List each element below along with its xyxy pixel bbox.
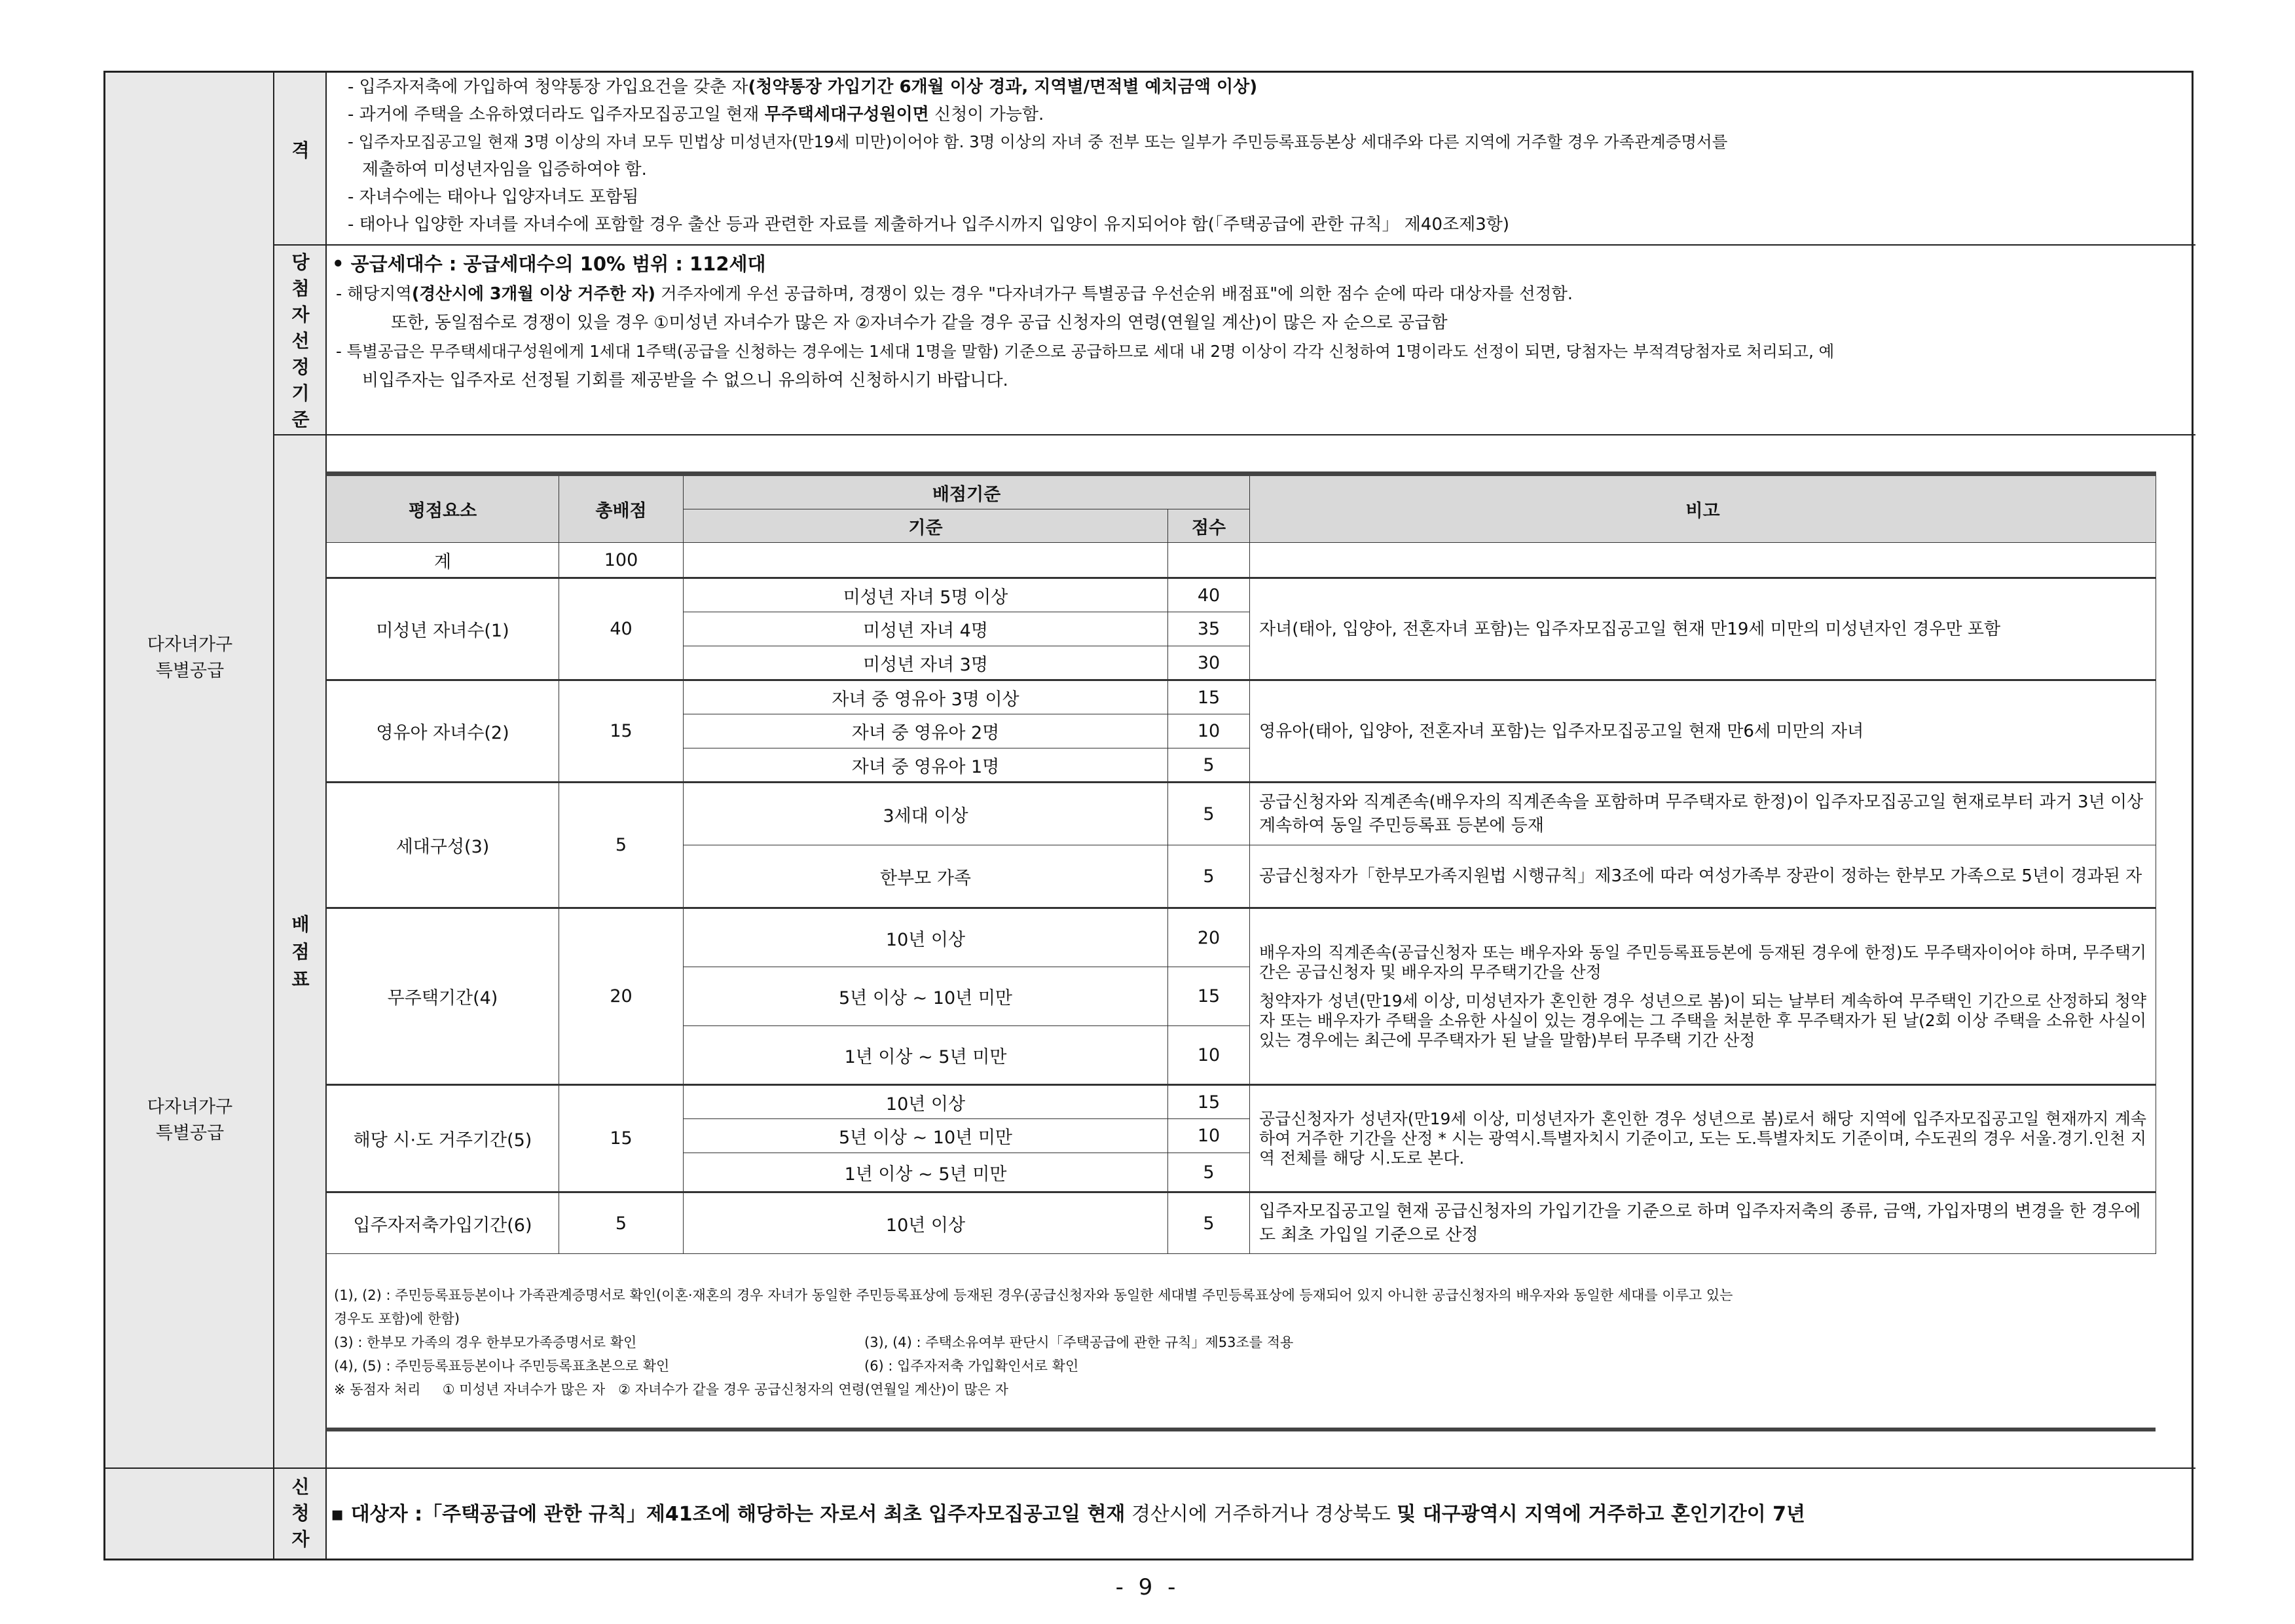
header-points: 점수 bbox=[1168, 509, 1250, 543]
category-label-top: 다자녀가구 특별공급 bbox=[147, 635, 233, 681]
eligibility-line-4: 제출하여 미성년자임을 입증하여야 함. bbox=[362, 160, 647, 179]
table-row: 자녀 중 영유아 2명 10 bbox=[327, 714, 2156, 748]
score-table-label: 배점표 bbox=[291, 913, 310, 990]
eligibility-line-3: - 입주자모집공고일 현재 3명 이상의 자녀 모두 민법상 미성년자(만19세 미만)이어야 함. 3명 이상의 자녀 중 전부 또는 일부가 주민등록표등본상 세대주와 다른 지역에 거주할 경우 가족관계증명서를 bbox=[348, 132, 1728, 151]
eligibility-line-6: - 태아나 입양한 자녀를 자녀수에 포함할 경우 출산 등과 관련한 자료를 제출하거나 입주시까지 입양이 유지되어야 함(「주택공급에 관한 규칙」 제40조제3항) bbox=[348, 215, 1510, 234]
score-table bbox=[326, 471, 2156, 1254]
table-row: 1년 이상 ~ 5년 미만 10 bbox=[327, 1026, 2156, 1085]
separator bbox=[274, 244, 2195, 246]
selection-bullet: • 공급세대수 : 공급세대수의 10% 범위 : 112세대 bbox=[332, 253, 766, 275]
separator bbox=[274, 434, 2195, 435]
selection-line-2: 또한, 동일점수로 경쟁이 있을 경우 ①미성년 자녀수가 많은 자 ②자녀수가 같을 경우 공급 신청자의 연령(연월일 계산)이 많은 자 순으로 공급함 bbox=[391, 313, 1448, 333]
table-row: 입주자저축가입기간(6) 5 10년 이상 5 입주자모집공고일 현재 공급신청자의 가입기간을 기준으로 하며 입주자저축의 종류, 금액, 가입자명의 변경을 한 경우에도 최초 가입일 기준으로 산정 bbox=[327, 1192, 2156, 1254]
page-number: - 9 - bbox=[1115, 1574, 1180, 1600]
header-element: 평점요소 bbox=[327, 474, 559, 543]
eligibility-line-2: - 과거에 주택을 소유하였더라도 입주자모집공고일 현재 무주택세대구성원이면 신청이 가능함. bbox=[348, 105, 1044, 124]
table-row: 1년 이상 ~ 5년 미만 5 bbox=[327, 1153, 2156, 1192]
eligibility-line-5: - 자녀수에는 태아나 입양자녀도 포함됨 bbox=[348, 187, 639, 207]
table-row: 계 100 bbox=[327, 543, 2156, 578]
category-column bbox=[105, 73, 274, 1559]
table-row: 한부모 가족 5 공급신청자가「한부모가족지원법 시행규칙」제3조에 따라 여성가족부 장관이 정하는 한부모 가족으로 5년이 경과된 자 bbox=[327, 845, 2156, 908]
header-basis: 기준 bbox=[684, 509, 1168, 543]
applicant-line: ▪ 대상자 :「주택공급에 관한 규칙」제41조에 해당하는 자로서 최초 입주자모집공고일 현재 경산시에 거주하거나 경상북도 및 대구광역시 지역에 거주하고 혼인기간이 7년 bbox=[331, 1503, 1806, 1526]
table-row: 세대구성(3) 5 3세대 이상 5 공급신청자와 직계존속(배우자의 직계존속을 포함하며 무주택자로 한정)이 입주자모집공고일 현재로부터 과거 3년 이상 계속하여 동일 주민등록표 등본에 등재 bbox=[327, 783, 2156, 845]
homeless-remark: 배우자의 직계존속(공급신청자 또는 배우자와 동일 주민등록표등본에 등재된 경우에 한정)도 무주택자이어야 하며, 무주택기간은 공급신청자 및 배우자의 무주택기간을 산정 청약자가 성년(만19세 이상, 미성년자가 혼인한 경우 성년으로 봄)이 되는 날부터 계속하여 무주택인 기간으로 산정하되 청약자 또는 배우자가 주택을 소유한 사실이 있는 경우에는 그 주택을 처분한 후 무주택자가 된 날(2회 이상 주택을 소유한 사실이 있는 경우에는 최근에 무주택자가 된 날을 말함)부터 무주택 기간 산정 bbox=[1250, 908, 2156, 1085]
eligibility-label: 격 bbox=[291, 139, 310, 161]
header-total: 총배점 bbox=[559, 474, 684, 543]
table-notes: (1), (2) : 주민등록표등본이나 가족관계증명서로 확인(이혼·재혼의 경우 자녀가 동일한 주민등록표상에 등재된 경우(공급신청자와 동일한 세대별 주민등록표상에 등재되어 있지 아니한 공급신청자의 배우자와 동일한 세대를 이루고 있는 경우도 포함)에 한함) (3) : 한부모 가족의 경우 한부모가족증명서로 확인 (3), (4) : 주택소유여부 판단시「주택공급에 관한 규칙」제53조를 적용 (4), (5) : 주민등록표등본이나 주민등록표초본으로 확인 (6) : 입주자저축 가입확인서로 확인 ※ 동점자 처리 ① 미성년 자녀수가 많은 자 ② 자녀수가 같을 경우 공급신청자의 연령(연월일 계산)이 많은 자 bbox=[334, 1287, 1733, 1397]
category-label-bottom: 다자녀가구 특별공급 bbox=[147, 1097, 233, 1143]
selection-criteria-label: 당첨자선정기준 bbox=[291, 251, 310, 430]
table-row: 미성년 자녀 3명 30 bbox=[327, 646, 2156, 680]
table-row: 자녀 중 영유아 1명 5 bbox=[327, 748, 2156, 783]
header-criteria: 배점기준 bbox=[684, 474, 1250, 509]
header-remark: 비고 bbox=[1250, 474, 2156, 543]
table-row: 영유아 자녀수(2) 15 자녀 중 영유아 3명 이상 15 영유아(태아, 입양아, 전혼자녀 포함)는 입주자모집공고일 현재 만6세 미만의 자녀 bbox=[327, 680, 2156, 714]
table-row: 미성년 자녀 4명 35 bbox=[327, 612, 2156, 646]
selection-line-1: - 해당지역(경산시에 3개월 이상 거주한 자) 거주자에게 우선 공급하며, 경쟁이 있는 경우 "다자녀가구 특별공급 우선순위 배점표"에 의한 점수 순에 따라 대상자를 선정함. bbox=[336, 284, 1573, 304]
separator bbox=[105, 1467, 2195, 1469]
eligibility-line-1: - 입주자저축에 가입하여 청약통장 가입요건을 갖춘 자(청약통장 가입기간 6개월 이상 경과, 지역별/면적별 예치금액 이상) bbox=[348, 77, 1258, 97]
table-row: 미성년 자녀수(1) 40 미성년 자녀 5명 이상 40 자녀(태아, 입양아, 전혼자녀 포함)는 입주자모집공고일 현재 만19세 미만의 미성년자인 경우만 포함 bbox=[327, 578, 2156, 612]
table-bottom-bar bbox=[326, 1428, 2156, 1431]
applicant-label: 신청자 bbox=[291, 1476, 310, 1550]
table-row: 5년 이상 ~ 10년 미만 15 bbox=[327, 967, 2156, 1026]
selection-line-3: - 특별공급은 무주택세대구성원에게 1세대 1주택(공급을 신청하는 경우에는 1세대 1명을 말함) 기준으로 공급하므로 세대 내 2명 이상이 각각 신청하여 1명이라도 선정이 되면, 당첨자는 부적격당첨자로 처리되고, 예 bbox=[336, 342, 1835, 361]
table-row: 무주택기간(4) 20 10년 이상 20 배우자의 직계존속(공급신청자 또는 배우자와 동일 주민등록표등본에 등재된 경우에 한정)도 무주택자이어야 하며, 무주택기간은 공급신청자 및 배우자의 무주택기간을 산정 청약자가 성년(만19세 이상, 미성년자가 혼인한 경우 성년으로 봄)이 되는 날부터 계속하여 무주택인 기간으로 산정하되 청약자 또는 배우자가 주택을 소유한 사실이 있는 경우에는 그 주택을 처분한 후 무주택자가 된 날(2회 이상 주택을 소유한 사실이 있는 경우에는 최근에 무주택자가 된 날을 말함)부터 무주택 기간 산정 bbox=[327, 908, 2156, 967]
table-row: 해당 시·도 거주기간(5) 15 10년 이상 15 공급신청자가 성년자(만19세 이상, 미성년자가 혼인한 경우 성년으로 봄)로서 해당 지역에 입주자모집공고일 현재까지 계속하여 거주한 기간을 산정 * 시는 광역시.특별자치시 기준이고, 도는 도.특별자치도 기준이며, 수도권의 경우 서울.경기.인천 지역 전체를 해당 시.도로 본다. bbox=[327, 1085, 2156, 1119]
table-row: 5년 이상 ~ 10년 미만 10 bbox=[327, 1119, 2156, 1153]
selection-line-4: 비입주자는 입주자로 선정될 기회를 제공받을 수 없으니 유의하여 신청하시기 바랍니다. bbox=[362, 371, 1008, 390]
